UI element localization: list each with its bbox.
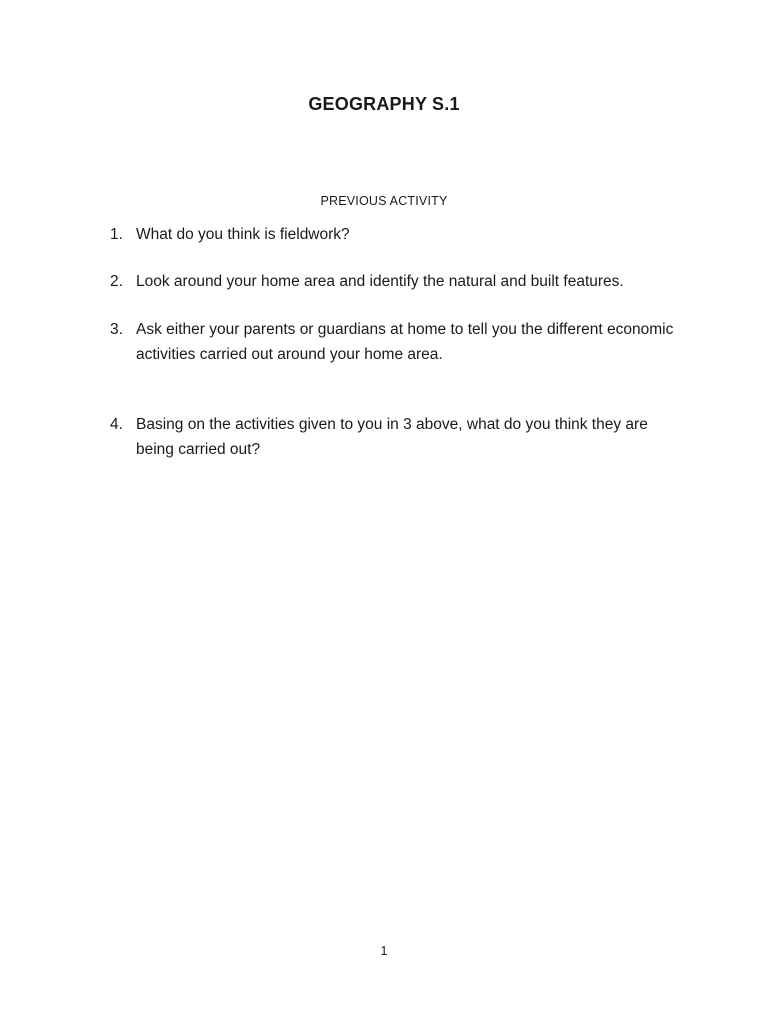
question-item: [110, 270, 680, 295]
question-text: Basing on the activities given to you in 3 above, what do you think they are being carried out?: [136, 416, 648, 458]
question-item: [110, 318, 680, 367]
question-text: Look around your home area and identify the natural and built features.: [136, 273, 624, 290]
section-heading: PREVIOUS ACTIVITY: [320, 194, 448, 208]
question-number: 1.: [110, 226, 123, 243]
question-number: 3.: [110, 321, 123, 338]
question-text: What do you think is fieldwork?: [136, 226, 350, 243]
question-number: 4.: [110, 416, 123, 433]
question-number: 2.: [110, 273, 123, 290]
question-text: Ask either your parents or guardians at home to tell you the different economic activities carried out around your home area.: [136, 321, 674, 363]
question-item: [110, 223, 680, 248]
page-title: GEOGRAPHY S.1: [308, 94, 460, 114]
question-item: [110, 413, 680, 462]
page-number: 1: [380, 944, 388, 958]
